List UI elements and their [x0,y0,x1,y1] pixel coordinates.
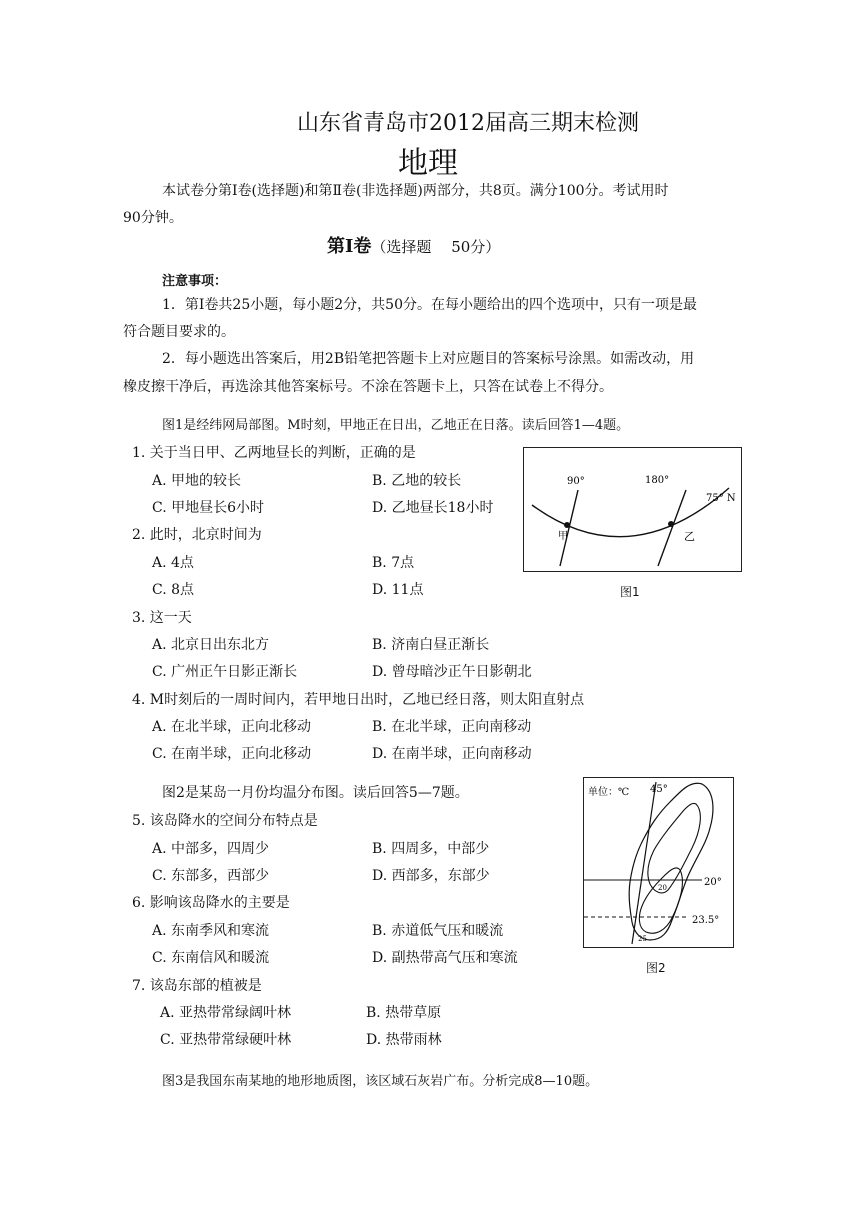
group1-intro: 图1是经纬网局部图。M时刻，甲地正在日出，乙地正在日落。读后回答1—4题。 [162,418,630,433]
point-yi-label: 乙 [684,530,695,543]
question-5-option-d: D. 西部多，东部少 [372,868,490,884]
lat-23-5-label: 23.5° [692,915,720,926]
question-7-option-a: A. 亚热带常绿阔叶林 [160,1005,292,1021]
exam-title: 山东省青岛市2012届高三期末检测 [297,111,639,136]
point-jia-label: 甲 [558,531,568,542]
question-2-option-a: A. 4点 [152,555,194,571]
question-5: 5. 该岛降水的空间分布特点是 [132,813,318,829]
lon-180-label: 180° [645,475,670,486]
parallel-75n-line [532,488,729,537]
question-5-option-b: B. 四周多，中部少 [372,841,490,857]
question-3-option-d: D. 曾母暗沙正午日影朝北 [372,664,532,680]
notice-heading: 注意事项： [162,274,228,289]
question-4-option-a: A. 在北半球，正向北移动 [152,719,312,735]
group3-intro: 图3是我国东南某地的地形地质图，该区域石灰岩广布。分析完成8—10题。 [162,1074,599,1089]
meridian-45-line [632,782,656,944]
point-jia-dot [564,522,570,528]
question-3-option-b: B. 济南白昼正渐长 [372,637,490,653]
lat-75n-label: 75° N [706,493,736,504]
question-4-option-c: C. 在南半球，正向北移动 [152,746,312,762]
question-2-option-b: B. 7点 [372,555,415,571]
question-1-option-c: C. 甲地昼长6小时 [152,500,265,516]
question-7-option-b: B. 热带草原 [366,1005,442,1021]
question-4: 4. M时刻后的一周时间内，若甲地日出时，乙地已经日落，则太阳直射点 [132,692,585,708]
group2-intro: 图2是某岛一月份均温分布图。读后回答5—7题。 [162,785,469,801]
section-heading [327,232,500,258]
question-3-option-a: A. 北京日出东北方 [152,637,270,653]
lon-90-label: 90° [567,476,585,487]
lon-45-label: 45° [650,784,668,795]
question-2-option-c: C. 8点 [152,582,195,598]
notice-item-1-line-2: 符合题目要求的。 [123,324,235,340]
figure-2-isotherm-map [583,777,734,948]
question-2: 2. 此时，北京时间为 [132,527,262,543]
section-heading-sub: （选择题 50分） [371,238,501,256]
unit-label: 单位：℃ [588,787,630,798]
question-6-option-b: B. 赤道低气压和暖流 [372,923,504,939]
notice-item-2-line-2: 橡皮擦干净后，再选涂其他答案标号。不涂在答题卡上，只答在试卷上不得分。 [123,379,613,395]
question-3: 3. 这一天 [132,610,192,626]
point-yi-dot [668,521,674,527]
question-1: 1. 关于当日甲、乙两地昼长的判断，正确的是 [132,445,416,461]
figure-1-graticule [523,447,742,572]
question-1-option-b: B. 乙地的较长 [372,473,462,489]
figure-1-drawing [524,448,741,571]
question-2-option-d: D. 11点 [372,582,424,598]
lat-20-label: 20° [704,877,722,888]
notice-item-2-line-1: 2．每小题选出答案后，用2B铅笔把答题卡上对应题目的答案标号涂黑。如需改动，用 [162,351,695,367]
question-6-option-c: C. 东南信风和暖流 [152,950,270,966]
meridian-180-line [658,490,686,566]
question-4-option-d: D. 在南半球，正向南移动 [372,746,532,762]
question-6-option-a: A. 东南季风和寒流 [152,923,270,939]
section-heading-main: 第Ⅰ卷 [327,236,372,257]
question-6: 6. 影响该岛降水的主要是 [132,895,290,911]
question-6-option-d: D. 副热带高气压和寒流 [372,950,518,966]
question-7: 7. 该岛东部的植被是 [132,978,262,994]
question-7-option-c: C. 亚热带常绿硬叶林 [160,1032,292,1048]
isotherm-20-label: 20 [658,884,667,892]
figure-1-caption: 图1 [620,585,640,599]
question-5-option-c: C. 东部多，西部少 [152,868,270,884]
question-1-option-d: D. 乙地昼长18小时 [372,500,494,516]
intro-line-1: 本试卷分第Ⅰ卷(选择题)和第Ⅱ卷(非选择题)两部分，共8页。满分100分。考试用时 [162,183,669,199]
notice-item-1-line-1: 1．第Ⅰ卷共25小题，每小题2分，共50分。在每小题给出的四个选项中，只有一项是最 [162,297,697,313]
question-7-option-d: D. 热带雨林 [366,1032,442,1048]
question-5-option-a: A. 中部多，四周少 [152,841,270,857]
question-3-option-c: C. 广州正午日影正渐长 [152,664,298,680]
question-1-option-a: A. 甲地的较长 [152,473,242,489]
figure-2-drawing [584,778,733,947]
subject-title: 地理 [398,146,458,181]
isotherm-25-label: 25 [638,935,647,943]
question-4-option-b: B. 在北半球，正向南移动 [372,719,532,735]
intro-line-2: 90分钟。 [123,210,183,226]
figure-2-caption: 图2 [646,961,666,975]
